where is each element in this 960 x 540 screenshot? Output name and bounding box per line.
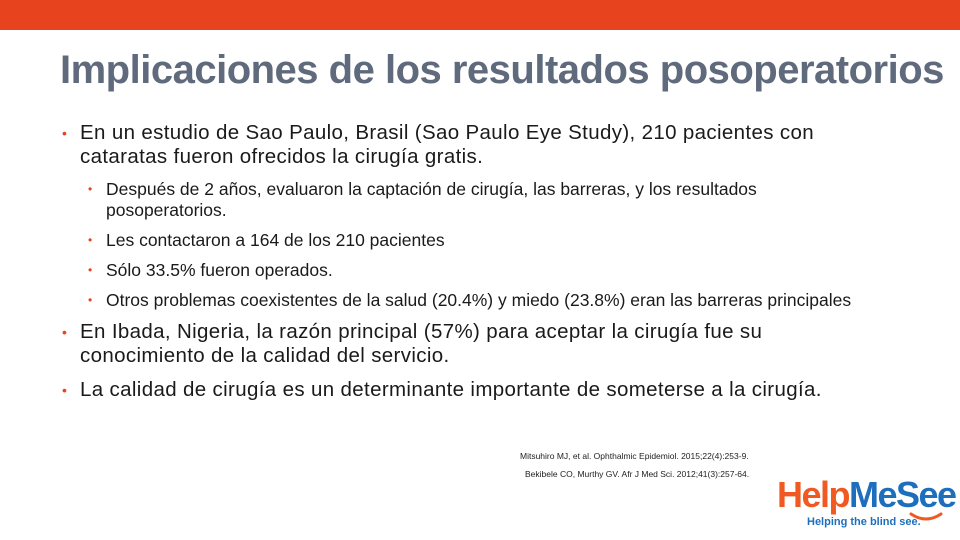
logo-word-help: Help — [777, 474, 850, 515]
bullet-ibadan-nigeria: • En Ibada, Nigeria, la razón principal (57%) para aceptar la cirugía fue su conocimiento de la calidad del servicio. — [60, 320, 880, 368]
logo-tagline: Helping the blind see. — [807, 516, 921, 528]
sub-bullet-evaluation: • Después de 2 años, evaluaron la captación de cirugía, las barreras, y los resultados posoperatorios. — [86, 179, 880, 221]
sub-bullet-contacted: • Les contactaron a 164 de los 210 pacientes — [86, 230, 880, 251]
logo-wordmark — [777, 474, 956, 516]
logo-word-mesee: MeSee — [849, 474, 956, 515]
slide-title: Implicaciones de los resultados posoperatorios — [60, 48, 944, 92]
sub-bullet-barriers: • Otros problemas coexistentes de la salud (20.4%) y miedo (23.8%) eran las barreras principales — [86, 290, 880, 311]
sub-bullet-operated: • Sólo 33.5% fueron operados. — [86, 260, 880, 281]
bullet-sao-paulo-study: • En un estudio de Sao Paulo, Brasil (Sao Paulo Eye Study), 210 pacientes con cataratas fueron ofrecidos la cirugía gratis. — [60, 121, 880, 169]
references — [520, 447, 749, 483]
reference-1: Mitsuhiro MJ, et al. Ophthalmic Epidemiol. 2015;22(4):253-9. — [520, 451, 749, 461]
top-accent-bar — [0, 0, 960, 30]
helpmesee-logo — [777, 474, 956, 532]
reference-2: Bekibele CO, Murthy GV. Afr J Med Sci. 2012;41(3):257-64. — [525, 469, 750, 479]
bullet-surgery-quality: • La calidad de cirugía es un determinante importante de someterse a la cirugía. — [60, 378, 880, 402]
bullet-list — [60, 121, 880, 412]
